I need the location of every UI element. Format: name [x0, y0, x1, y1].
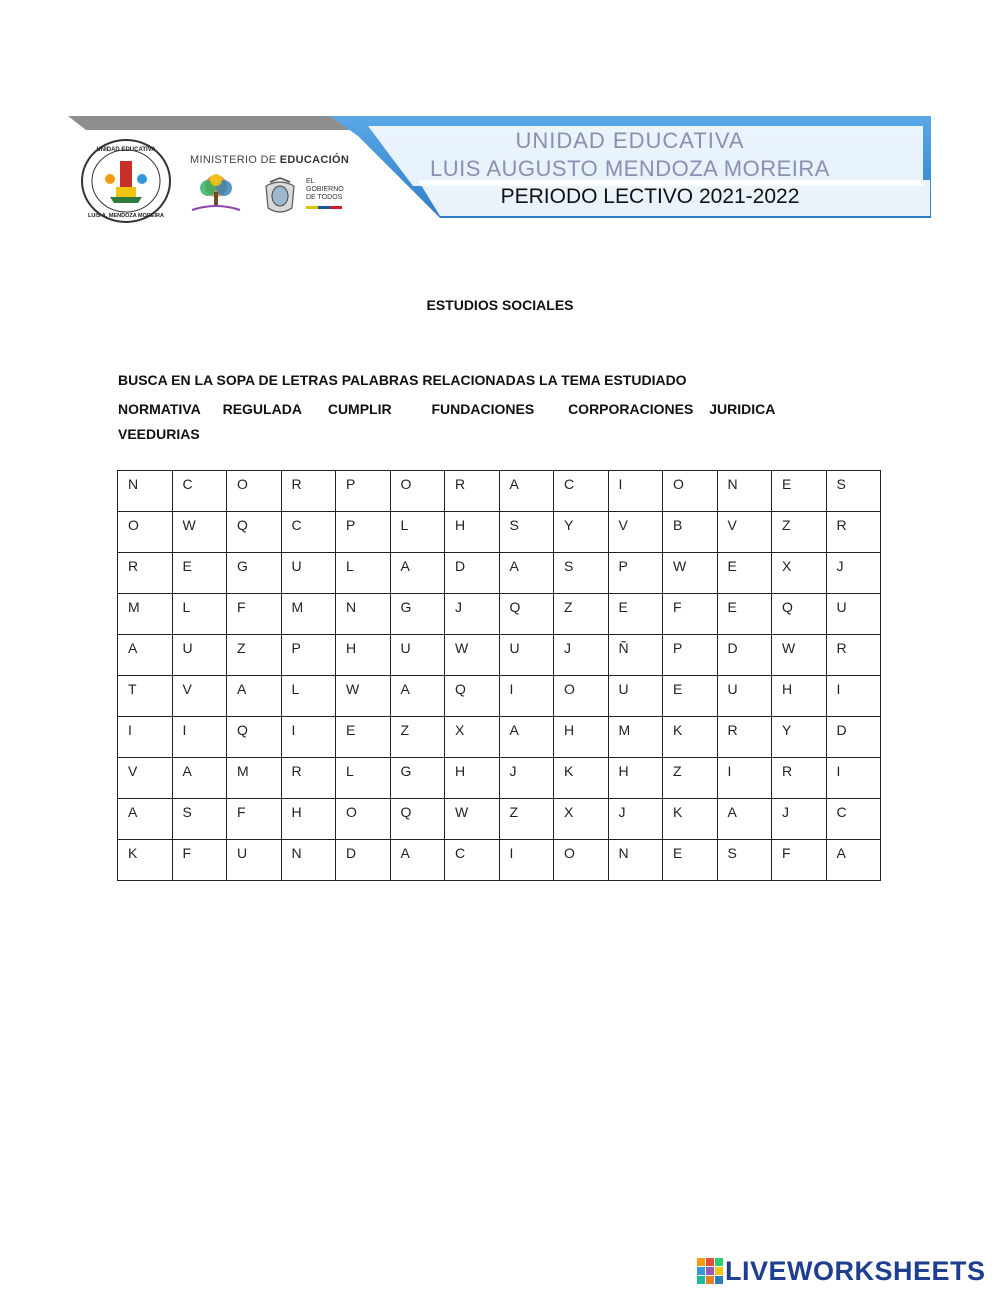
grid-cell: E: [717, 553, 772, 594]
brand-name: LIVEWORKSHEETS: [725, 1255, 986, 1286]
grid-cell: K: [663, 799, 718, 840]
subject-title: ESTUDIOS SOCIALES: [426, 297, 574, 313]
grid-cell: Y: [772, 717, 827, 758]
grid-cell: H: [336, 635, 391, 676]
school-seal-logo: [80, 137, 172, 225]
grid-row: [118, 594, 881, 635]
grid-cell: A: [499, 717, 554, 758]
grid-cell: Z: [554, 594, 609, 635]
grid-cell: C: [445, 840, 500, 881]
grid-cell: D: [336, 840, 391, 881]
grid-cell: W: [445, 799, 500, 840]
grid-cell: M: [227, 758, 282, 799]
grid-cell: U: [499, 635, 554, 676]
grid-cell: A: [499, 553, 554, 594]
grid-cell: Q: [390, 799, 445, 840]
grid-cell: A: [118, 799, 173, 840]
ministry-label: MINISTERIO DE EDUCACIÓN: [190, 154, 350, 166]
grid-row: [118, 676, 881, 717]
grid-cell: F: [227, 799, 282, 840]
grid-cell: E: [772, 471, 827, 512]
grid-row: [118, 840, 881, 881]
grid-cell: L: [336, 758, 391, 799]
svg-text:LUIS A. MENDOZA MOREIRA: LUIS A. MENDOZA MOREIRA: [88, 213, 164, 219]
grid-cell: H: [445, 758, 500, 799]
grid-cell: H: [554, 717, 609, 758]
word-item: CORPORACIONES: [568, 401, 694, 417]
grid-cell: H: [608, 758, 663, 799]
grid-cell: A: [227, 676, 282, 717]
grid-cell: Z: [663, 758, 718, 799]
grid-cell: P: [663, 635, 718, 676]
grid-cell: E: [663, 676, 718, 717]
grid-cell: X: [772, 553, 827, 594]
grid-cell: O: [554, 840, 609, 881]
grid-cell: I: [717, 758, 772, 799]
grid-cell: R: [826, 635, 881, 676]
grid-cell: A: [172, 758, 227, 799]
grid-cell: F: [227, 594, 282, 635]
grid-cell: A: [390, 840, 445, 881]
grid-cell: R: [281, 758, 336, 799]
grid-cell: I: [499, 840, 554, 881]
grid-cell: J: [554, 635, 609, 676]
grid-cell: U: [390, 635, 445, 676]
svg-text:UNIDAD EDUCATIVA: UNIDAD EDUCATIVA: [96, 147, 156, 153]
grid-cell: A: [390, 553, 445, 594]
grid-cell: I: [826, 676, 881, 717]
grid-cell: E: [172, 553, 227, 594]
school-name-line2: LUIS AUGUSTO MENDOZA MOREIRA: [430, 156, 830, 181]
grid-cell: E: [336, 717, 391, 758]
grid-cell: J: [445, 594, 500, 635]
grid-cell: G: [390, 758, 445, 799]
grid-row: [118, 758, 881, 799]
grid-cell: I: [499, 676, 554, 717]
word-list: [118, 397, 858, 447]
word-search-grid: [117, 470, 881, 881]
grid-cell: D: [717, 635, 772, 676]
grid-cell: I: [281, 717, 336, 758]
grid-cell: K: [663, 717, 718, 758]
grid-cell: E: [663, 840, 718, 881]
grid-cell: A: [717, 799, 772, 840]
grid-cell: P: [281, 635, 336, 676]
grid-cell: U: [826, 594, 881, 635]
grid-cell: U: [608, 676, 663, 717]
grid-cell: Q: [772, 594, 827, 635]
grid-cell: M: [281, 594, 336, 635]
word-item: NORMATIVA: [118, 401, 201, 417]
grid-cell: K: [118, 840, 173, 881]
grid-cell: R: [772, 758, 827, 799]
grid-cell: J: [499, 758, 554, 799]
grid-cell: O: [118, 512, 173, 553]
grid-cell: O: [390, 471, 445, 512]
grid-cell: M: [118, 594, 173, 635]
grid-cell: Ñ: [608, 635, 663, 676]
liveworksheets-icon: [697, 1258, 723, 1284]
grid-cell: Z: [227, 635, 282, 676]
school-name-line1: UNIDAD EDUCATIVA: [515, 128, 745, 153]
grid-cell: L: [172, 594, 227, 635]
government-label: EL GOBIERNO DE TODOS: [306, 178, 344, 201]
grid-cell: R: [118, 553, 173, 594]
grid-cell: O: [663, 471, 718, 512]
grid-cell: U: [172, 635, 227, 676]
grid-cell: I: [118, 717, 173, 758]
grid-row: [118, 553, 881, 594]
grid-cell: A: [390, 676, 445, 717]
instruction-text: BUSCA EN LA SOPA DE LETRAS PALABRAS RELACIONADAS LA TEMA ESTUDIADO: [118, 372, 687, 388]
grid-cell: U: [227, 840, 282, 881]
grid-cell: I: [608, 471, 663, 512]
grid-cell: C: [826, 799, 881, 840]
grid-cell: R: [826, 512, 881, 553]
grid-cell: S: [826, 471, 881, 512]
grid-cell: Q: [499, 594, 554, 635]
grid-cell: H: [772, 676, 827, 717]
grid-cell: W: [663, 553, 718, 594]
grid-cell: W: [445, 635, 500, 676]
word-item: VEEDURIAS: [118, 426, 200, 442]
grid-cell: L: [390, 512, 445, 553]
grid-cell: R: [717, 717, 772, 758]
liveworksheets-brand: [697, 1256, 986, 1286]
word-item: CUMPLIR: [327, 401, 392, 417]
grid-cell: L: [281, 676, 336, 717]
grid-cell: S: [499, 512, 554, 553]
grid-cell: W: [772, 635, 827, 676]
grid-cell: K: [554, 758, 609, 799]
grid-cell: N: [336, 594, 391, 635]
grid-cell: O: [336, 799, 391, 840]
grid-cell: F: [663, 594, 718, 635]
grid-cell: U: [717, 676, 772, 717]
grid-cell: N: [717, 471, 772, 512]
grid-cell: J: [772, 799, 827, 840]
grid-row: [118, 717, 881, 758]
grid-cell: W: [336, 676, 391, 717]
grid-cell: U: [281, 553, 336, 594]
grid-cell: V: [608, 512, 663, 553]
grid-cell: G: [390, 594, 445, 635]
grid-cell: P: [336, 512, 391, 553]
grid-cell: R: [445, 471, 500, 512]
grid-cell: Y: [554, 512, 609, 553]
grid-cell: P: [336, 471, 391, 512]
grid-cell: L: [336, 553, 391, 594]
grid-row: [118, 471, 881, 512]
grid-cell: H: [445, 512, 500, 553]
grid-cell: Q: [227, 512, 282, 553]
grid-cell: J: [826, 553, 881, 594]
grid-cell: A: [118, 635, 173, 676]
grid-cell: F: [172, 840, 227, 881]
grid-cell: Q: [445, 676, 500, 717]
grid-cell: C: [172, 471, 227, 512]
coat-of-arms-logo: [260, 176, 300, 216]
grid-cell: N: [281, 840, 336, 881]
grid-cell: R: [281, 471, 336, 512]
grid-cell: E: [608, 594, 663, 635]
word-item: FUNDACIONES: [431, 401, 535, 417]
grid-cell: S: [172, 799, 227, 840]
grid-cell: Q: [227, 717, 282, 758]
grid-cell: X: [445, 717, 500, 758]
word-item: REGULADA: [222, 401, 302, 417]
grid-row: [118, 512, 881, 553]
grid-cell: T: [118, 676, 173, 717]
grid-cell: Z: [390, 717, 445, 758]
grid-cell: N: [608, 840, 663, 881]
toda-una-vida-logo: [188, 172, 244, 216]
word-item: JURIDICA: [709, 401, 776, 417]
grid-cell: O: [554, 676, 609, 717]
grid-cell: B: [663, 512, 718, 553]
grid-cell: O: [227, 471, 282, 512]
grid-cell: W: [172, 512, 227, 553]
grid-cell: D: [826, 717, 881, 758]
grid-cell: Z: [772, 512, 827, 553]
grid-cell: F: [772, 840, 827, 881]
grid-row: [118, 799, 881, 840]
government-flag-stripe: [306, 206, 342, 209]
grid-cell: C: [554, 471, 609, 512]
grid-cell: M: [608, 717, 663, 758]
grid-cell: X: [554, 799, 609, 840]
school-period: PERIODO LECTIVO 2021-2022: [500, 185, 800, 208]
grid-cell: V: [172, 676, 227, 717]
grid-cell: A: [826, 840, 881, 881]
grid-cell: V: [717, 512, 772, 553]
grid-cell: G: [227, 553, 282, 594]
grid-cell: J: [608, 799, 663, 840]
grid-cell: S: [717, 840, 772, 881]
grid-cell: E: [717, 594, 772, 635]
grid-cell: C: [281, 512, 336, 553]
grid-cell: I: [172, 717, 227, 758]
grid-cell: A: [499, 471, 554, 512]
grid-cell: Z: [499, 799, 554, 840]
grid-row: [118, 635, 881, 676]
grid-cell: S: [554, 553, 609, 594]
grid-cell: N: [118, 471, 173, 512]
grid-cell: I: [826, 758, 881, 799]
grid-cell: P: [608, 553, 663, 594]
grid-cell: D: [445, 553, 500, 594]
grid-cell: V: [118, 758, 173, 799]
grid-cell: H: [281, 799, 336, 840]
